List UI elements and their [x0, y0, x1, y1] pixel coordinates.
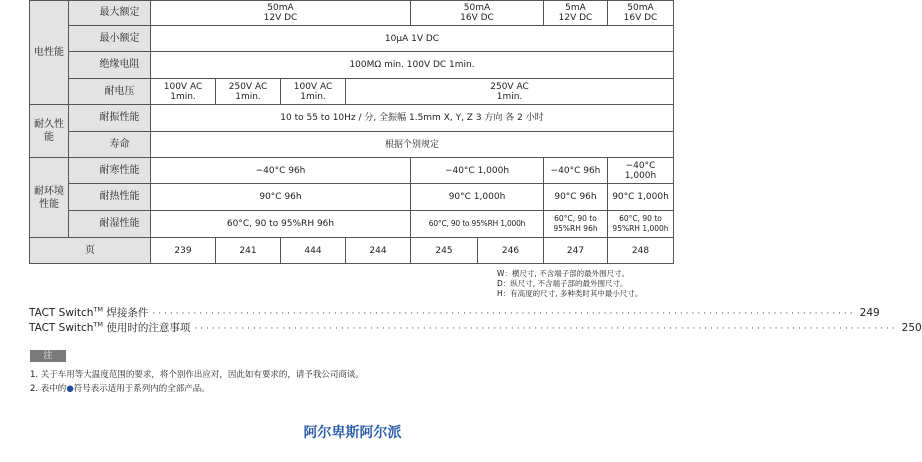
page-ref[interactable]: 245 — [411, 238, 478, 264]
category-environmental: 耐环境性能 — [30, 158, 69, 238]
row-label-life: 寿命 — [69, 132, 151, 158]
max-rating-cell: 50mA 16V DC — [608, 1, 674, 26]
page-ref[interactable]: 241 — [216, 238, 281, 264]
withstand-cell: 250V AC 1min. — [346, 79, 674, 105]
page-ref[interactable]: 444 — [281, 238, 346, 264]
row-label-insulation: 绝缘电阻 — [69, 52, 151, 79]
page-ref[interactable]: 247 — [544, 238, 608, 264]
legend-w: W：横尺寸, 不含端子部的最外围尺寸。 — [497, 269, 630, 278]
leader-dots: ························································································································ — [152, 309, 856, 319]
row-label-heat: 耐热性能 — [69, 184, 151, 211]
heat-cell: 90°C 1,000h — [608, 184, 674, 211]
row-label-min-rating: 最小额定 — [69, 26, 151, 52]
trademark: TM — [93, 320, 103, 329]
insulation-value: 100MΩ min. 100V DC 1min. — [151, 52, 674, 79]
humidity-cell: 60°C, 90 to 95%RH 96h — [151, 211, 411, 238]
row-label-max-rating: 最大额定 — [69, 1, 151, 26]
max-rating-cell: 50mA 12V DC — [151, 1, 411, 26]
reference-page: 249 — [859, 307, 880, 319]
min-rating-value: 10μA 1V DC — [151, 26, 674, 52]
note-2 — [30, 382, 210, 394]
spec-table — [29, 0, 674, 264]
bullet-symbol-icon: ● — [66, 384, 74, 394]
max-rating-cell: 5mA 12V DC — [544, 1, 608, 26]
heat-cell: 90°C 96h — [151, 184, 411, 211]
row-label-humidity: 耐湿性能 — [69, 211, 151, 238]
category-durability: 耐久性能 — [30, 105, 69, 158]
humidity-cell: 60°C, 90 to 95%RH 1,000h — [411, 211, 544, 238]
legend-h: H：有高度的尺寸, 多种类时其中最小尺寸。 — [497, 289, 643, 298]
note-label: 注 — [30, 350, 66, 362]
withstand-cell: 250V AC 1min. — [216, 79, 281, 105]
reference-title: TACT Switch — [29, 307, 94, 319]
heat-cell: 90°C 96h — [544, 184, 608, 211]
reference-title: TACT Switch — [29, 322, 94, 334]
withstand-cell: 100V AC 1min. — [151, 79, 216, 105]
note-2-suffix: 符号表示适用于系列内的全部产品。 — [73, 384, 210, 394]
dimension-legend — [497, 269, 642, 299]
heat-cell: 90°C 1,000h — [411, 184, 544, 211]
cold-cell: −40°C 96h — [151, 158, 411, 184]
category-electrical: 电性能 — [30, 1, 69, 105]
humidity-cell: 60°C, 90 to 95%RH 1,000h — [608, 211, 674, 238]
leader-dots: ························································································································ — [194, 324, 898, 334]
humidity-cell: 60°C, 90 to 95%RH 96h — [544, 211, 608, 238]
page-ref[interactable]: 244 — [346, 238, 411, 264]
note-2-prefix: 2. 表中的 — [30, 384, 67, 394]
cold-cell: −40°C 1,000h — [411, 158, 544, 184]
max-rating-cell: 50mA 16V DC — [411, 1, 544, 26]
legend-d: D：纵尺寸, 不含端子部的最外围尺寸。 — [497, 279, 628, 288]
page-ref[interactable]: 239 — [151, 238, 216, 264]
row-label-page: 页 — [30, 238, 151, 264]
row-label-cold: 耐寒性能 — [69, 158, 151, 184]
reference-precautions[interactable] — [29, 320, 922, 335]
trademark: TM — [93, 305, 103, 314]
reference-page: 250 — [901, 322, 922, 334]
cold-cell: −40°C 96h — [544, 158, 608, 184]
reference-suffix: 使用时的注意事项 — [103, 322, 191, 334]
page-ref[interactable]: 248 — [608, 238, 674, 264]
reference-soldering[interactable] — [29, 305, 880, 320]
reference-suffix: 焊接条件 — [103, 307, 149, 319]
vibration-value: 10 to 55 to 10Hz / 分, 全振幅 1.5mm X, Y, Z 3 方向 各 2 小时 — [151, 105, 674, 132]
cold-cell: −40°C 1,000h — [608, 158, 674, 184]
row-label-vibration: 耐振性能 — [69, 105, 151, 132]
note-1: 1. 关于车用等大温度范围的要求，将个别作出应对，因此如有要求的，请予我公司商谈。 — [30, 370, 364, 380]
withstand-cell: 100V AC 1min. — [281, 79, 346, 105]
row-label-withstand: 耐电压 — [69, 79, 151, 105]
page-ref[interactable]: 246 — [478, 238, 544, 264]
brand-footer: 阿尔卑斯阿尔派 — [303, 425, 402, 441]
life-value: 根据个别规定 — [151, 132, 674, 158]
